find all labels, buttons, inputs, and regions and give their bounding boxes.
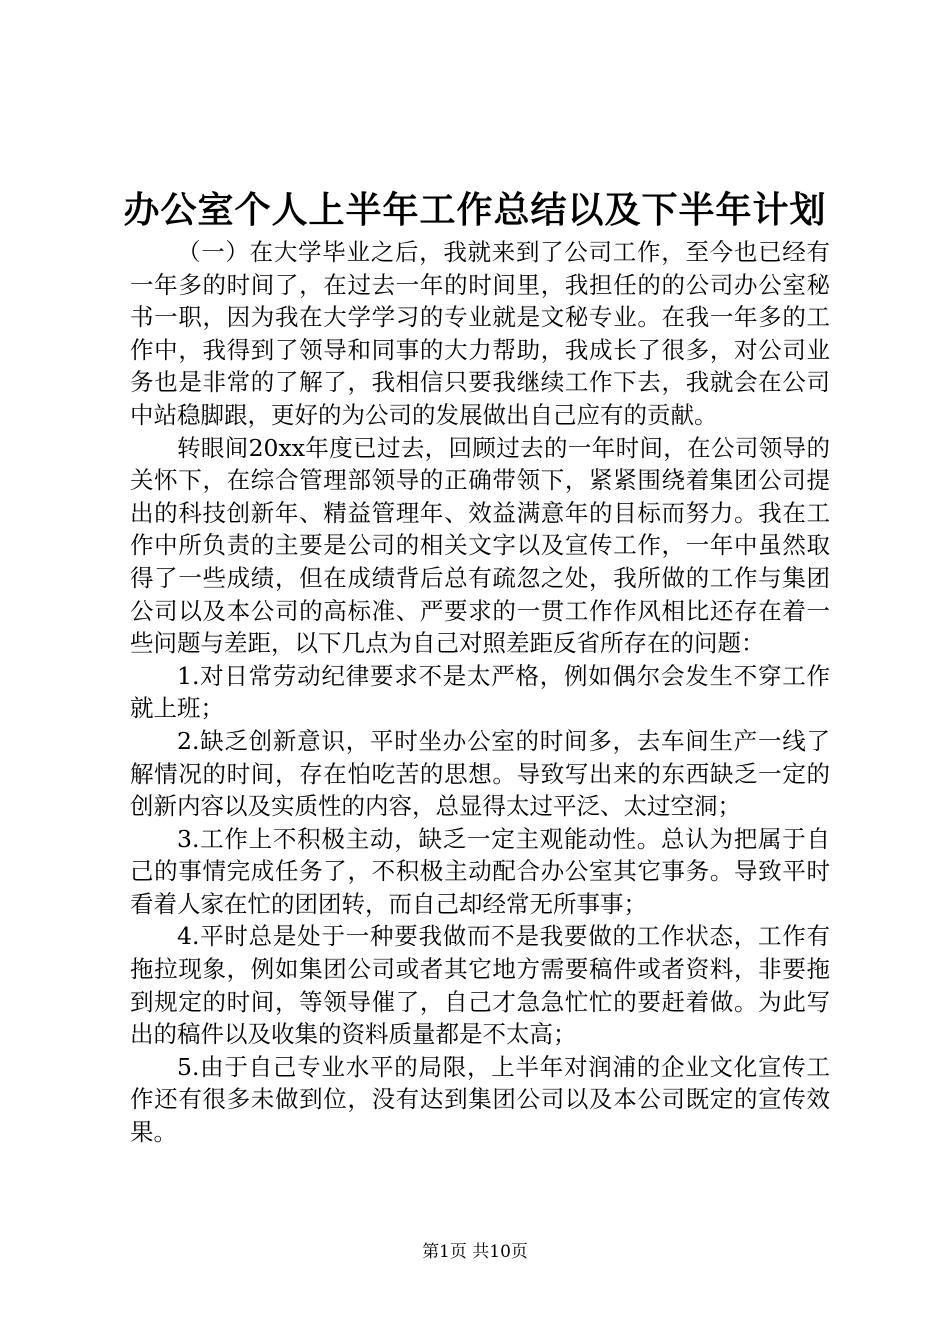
paragraph-review: 转眼间20xx年度已过去，回顾过去的一年时间，在公司领导的关怀下，在综合管理部领导的正确带领下，紧紧围绕着集团公司提出的科技创新年、精益管理年、效益满意年的目标而努力。我在工作中所负责的主要是公司的相关文字以及宣传工作，一年中虽然取得了一些成绩，但在成绩背后总有疏忽之处，我所做的工作与集团公司以及本公司的高标准、严要求的一贯工作作风相比还存在着一些问题与差距，以下几点为自己对照差距反省所存在的问题： <box>130 433 830 658</box>
paragraph-issue-5: 5.由于自己专业水平的局限，上半年对润浦的企业文化宣传工作还有很多未做到位，没有达到集团公司以及本公司既定的宣传效果。 <box>130 1052 830 1147</box>
paragraph-issue-1: 1.对日常劳动纪律要求不是太严格，例如偶尔会发生不穿工作就上班； <box>130 661 830 723</box>
document-title: 办公室个人上半年工作总结以及下半年计划 <box>123 189 827 231</box>
document-body <box>130 236 830 1149</box>
page-number-footer: 第1页 共10页 <box>422 1242 528 1262</box>
paragraph-issue-2: 2.缺乏创新意识，平时坐办公室的时间多，去车间生产一线了解情况的时间，存在怕吃苦的思想。导致写出来的东西缺乏一定的创新内容以及实质性的内容，总显得太过平泛、太过空洞； <box>130 726 830 821</box>
paragraph-issue-4: 4.平时总是处于一种要我做而不是我要做的工作状态，工作有拖拉现象，例如集团公司或者其它地方需要稿件或者资料，非要拖到规定的时间，等领导催了，自己才急急忙忙的要赶着做。为此写出的稿件以及收集的资料质量都是不太高； <box>130 922 830 1049</box>
paragraph-issue-3: 3.工作上不积极主动，缺乏一定主观能动性。总认为把属于自己的事情完成任务了，不积极主动配合办公室其它事务。导致平时看着人家在忙的团团转，而自己却经常无所事事； <box>130 824 830 918</box>
paragraph-intro: （一）在大学毕业之后，我就来到了公司工作，至今也已经有一年多的时间了，在过去一年的时间里，我担任的的公司办公室秘书一职，因为我在大学学习的专业就是文秘专业。在我一年多的工作中，我得到了领导和同事的大力帮助，我成长了很多，对公司业务也是非常的了解了，我相信只要我继续工作下去，我就会在公司中站稳脚跟，更好的为公司的发展做出自己应有的贡献。 <box>130 238 830 429</box>
